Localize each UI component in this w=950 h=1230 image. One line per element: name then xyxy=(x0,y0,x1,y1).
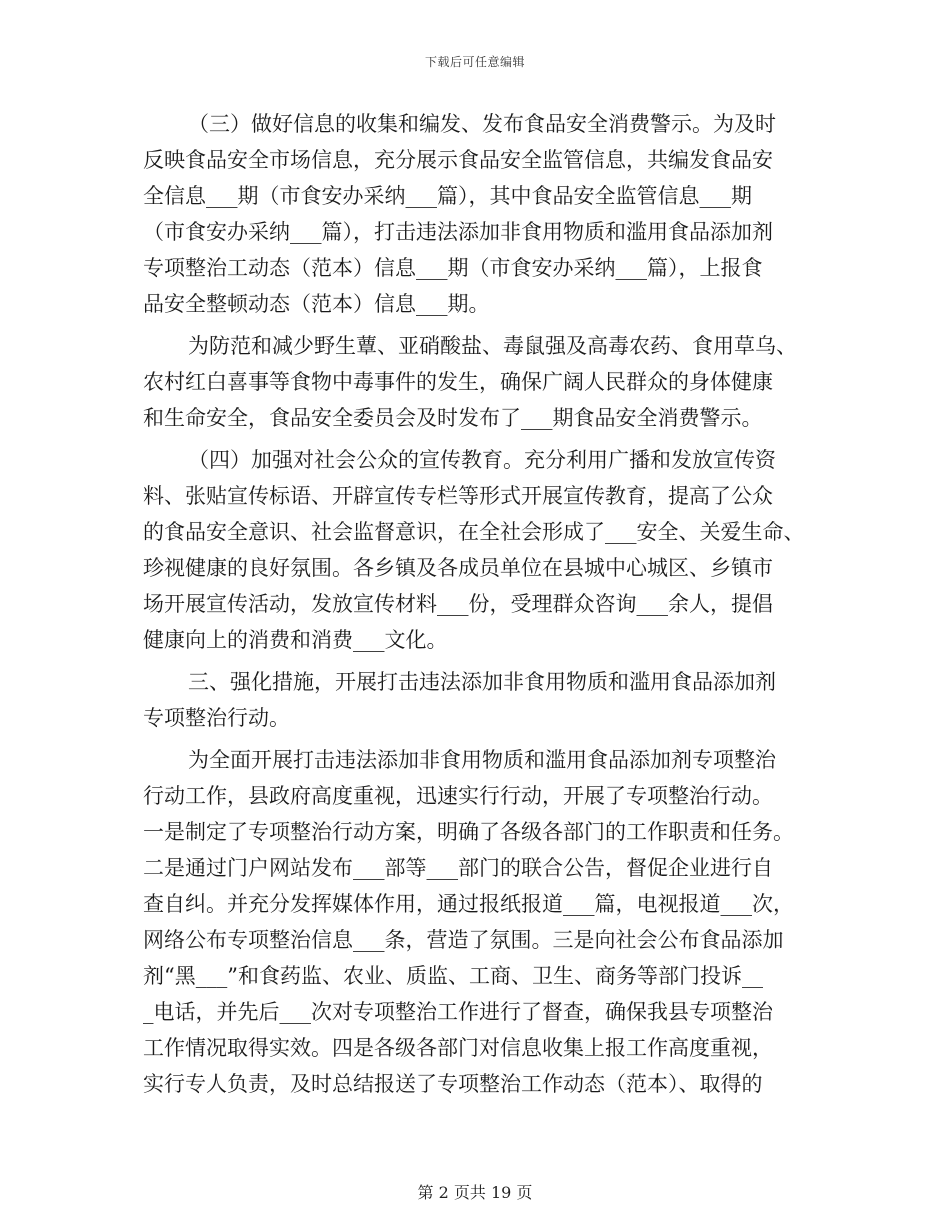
text-line: 和生命安全，食品安全委员会及时发布了___期食品安全消费警示。 xyxy=(143,406,763,430)
text-line: 为防范和减少野生蕈、亚硝酸盐、毒鼠强及高毒农药、食用草乌、 xyxy=(188,334,797,358)
text-line: _电话，并先后___次对专项整治工作进行了督查，确保我县专项整治 xyxy=(143,1000,773,1024)
text-line: 全信息___期（市食安办采纳___篇），其中食品安全监管信息___期 xyxy=(143,184,752,208)
text-line: 的食品安全意识、社会监督意识，在全社会形成了___安全、关爱生命、 xyxy=(143,520,805,544)
text-line: 工作情况取得实效。四是各级各部门对信息收集上报工作高度重视， xyxy=(143,1036,773,1060)
text-line: 品安全整顿动态（范本）信息___期。 xyxy=(143,292,490,316)
text-line: 二是通过门户网站发布___部等___部门的联合公告，督促企业进行自 xyxy=(143,856,773,880)
text-line: 专项整治工动态（范本）信息___期（市食安办采纳___篇），上报食 xyxy=(143,256,763,280)
text-line: 三、强化措施，开展打击违法添加非食用物质和滥用食品添加剂 xyxy=(188,670,776,694)
text-line: （四）加强对社会公众的宣传教育。充分利用广播和发放宣传资 xyxy=(188,448,776,472)
text-line: 农村红白喜事等食物中毒事件的发生，确保广阔人民群众的身体健康 xyxy=(143,370,773,394)
text-line: 剂“黑___”和食药监、农业、质监、工商、卫生、商务等部门投诉__ xyxy=(143,964,763,988)
text-line: 一是制定了专项整治行动方案，明确了各级各部门的工作职责和任务。 xyxy=(143,820,794,844)
text-line: 为全面开展打击违法添加非食用物质和滥用食品添加剂专项整治 xyxy=(188,748,776,772)
text-line: 行动工作，县政府高度重视，迅速实行行动，开展了专项整治行动。 xyxy=(143,784,773,808)
text-line: 实行专人负责，及时总结报送了专项整治工作动态（范本）、取得的 xyxy=(143,1072,763,1096)
text-line: 珍视健康的良好氛围。各乡镇及各成员单位在县城中心城区、乡镇市 xyxy=(143,556,773,580)
text-line: 专项整治行动。 xyxy=(143,706,290,730)
page-header: 下载后可任意编辑 xyxy=(424,55,525,69)
text-line: 网络公布专项整治信息___条，营造了氛围。三是向社会公布食品添加 xyxy=(143,928,784,952)
text-line: 场开展宣传活动，发放宣传材料___份，受理群众咨询___余人，提倡 xyxy=(143,592,773,616)
text-line: 料、张贴宣传标语、开辟宣传专栏等形式开展宣传教育，提高了公众 xyxy=(143,484,773,508)
text-line: 健康向上的消费和消费___文化。 xyxy=(143,628,448,652)
text-line: 反映食品安全市场信息，充分展示食品安全监管信息，共编发食品安 xyxy=(143,148,773,172)
text-line: （三）做好信息的收集和编发、发布食品安全消费警示。为及时 xyxy=(188,112,776,136)
page-number: 第 2 页共 19 页 xyxy=(417,1183,533,1202)
text-line: 查自纠。并充分发挥媒体作用，通过报纸报道___篇，电视报道___次， xyxy=(143,892,794,916)
text-line: （市食安办采纳___篇），打击违法添加非食用物质和滥用食品添加剂 xyxy=(143,220,773,244)
